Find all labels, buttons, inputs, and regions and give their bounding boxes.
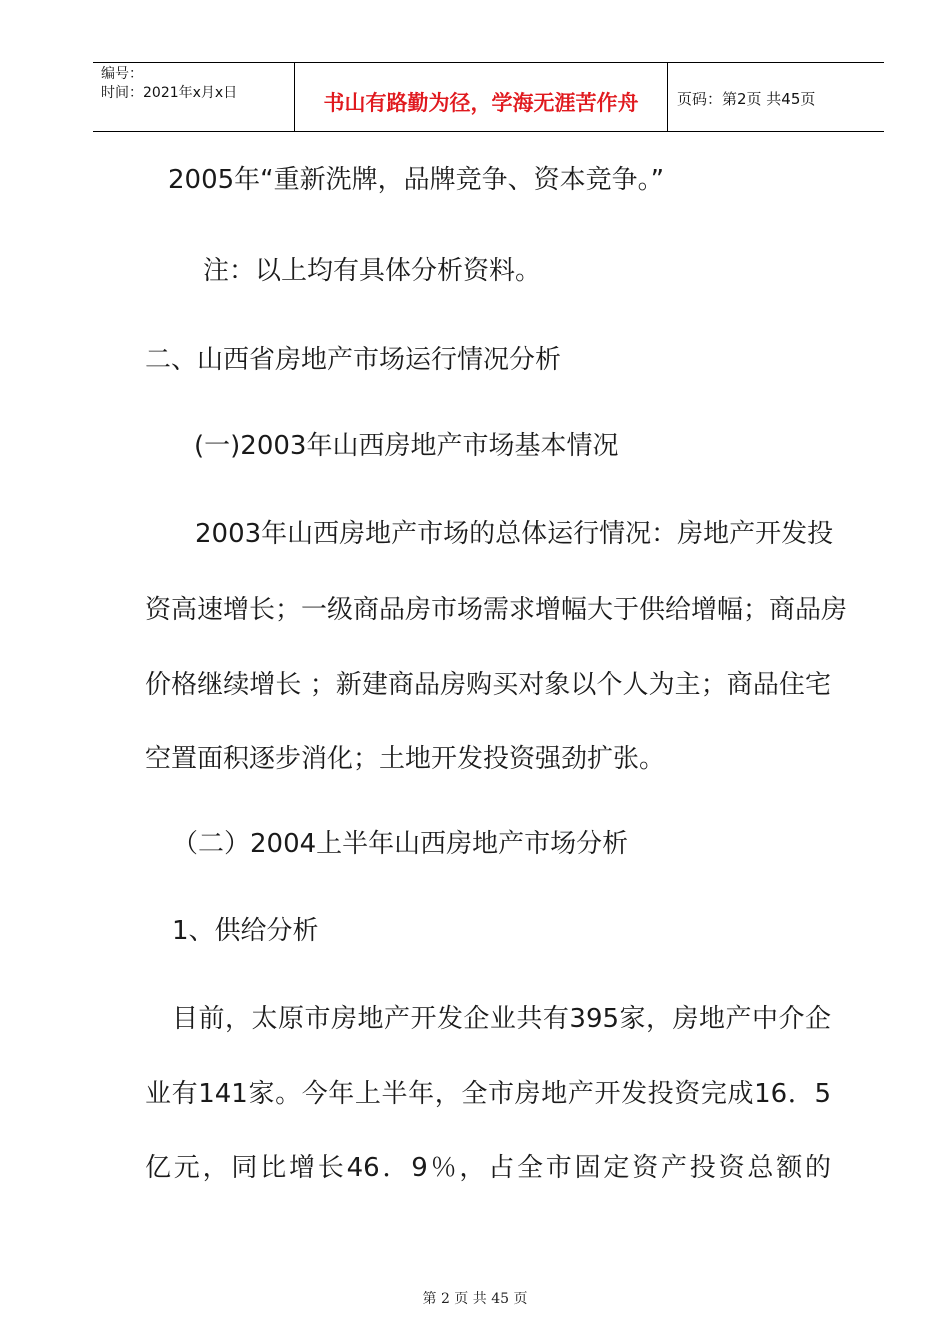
subsection-heading-2004: （二）2004上半年山西房地产市场分析 bbox=[172, 829, 629, 859]
subsection-heading-supply: 1、供给分析 bbox=[172, 916, 319, 946]
document-time-label: 时间：2021年x月x日 bbox=[101, 85, 238, 101]
paragraph-2003-line-2: 资高速增长；一级商品房市场需求增幅大于供给增幅；商品房 bbox=[145, 595, 848, 625]
page-footer: 第 2 页 共 45 页 bbox=[422, 1291, 528, 1307]
paragraph-supply-line-1: 目前，太原市房地产开发企业共有395家，房地产中介企 bbox=[172, 1004, 831, 1034]
header-motto: 书山有路勤为径，学海无涯苦作舟 bbox=[323, 91, 639, 115]
page-header bbox=[93, 62, 884, 132]
paragraph-supply-line-2: 业有141家。今年上半年，全市房地产开发投资完成16．5 bbox=[145, 1079, 831, 1109]
header-page-cell bbox=[667, 63, 884, 131]
header-page-code: 页码：第2页 共45页 bbox=[677, 90, 816, 108]
paragraph-note: 注：以上均有具体分析资料。 bbox=[203, 256, 542, 286]
paragraph-2005-summary: 2005年“重新洗牌，品牌竞争、资本竞争。” bbox=[168, 165, 665, 195]
paragraph-2003-line-3: 价格继续增长 ；新建商品房购买对象以个人为主；商品住宅 bbox=[145, 670, 831, 700]
header-meta-cell bbox=[93, 63, 294, 131]
section-heading-shanxi-market: 二、山西省房地产市场运行情况分析 bbox=[145, 345, 562, 375]
paragraph-2003-line-1-text: 2003年山西房地产市场的总体运行情况：房地产开发投 bbox=[195, 519, 834, 549]
subsection-heading-2003: (一)2003年山西房地产市场基本情况 bbox=[194, 431, 619, 461]
paragraph-2003-line-1 bbox=[145, 518, 834, 550]
document-number-label: 编号： bbox=[101, 66, 143, 82]
paragraph-2003-line-4: 空置面积逐步消化；土地开发投资强劲扩张。 bbox=[145, 744, 666, 774]
paragraph-supply-line-3: 亿元，同比增长46．9％，占全市固定资产投资总额的 bbox=[145, 1153, 831, 1183]
header-motto-cell bbox=[294, 63, 668, 131]
